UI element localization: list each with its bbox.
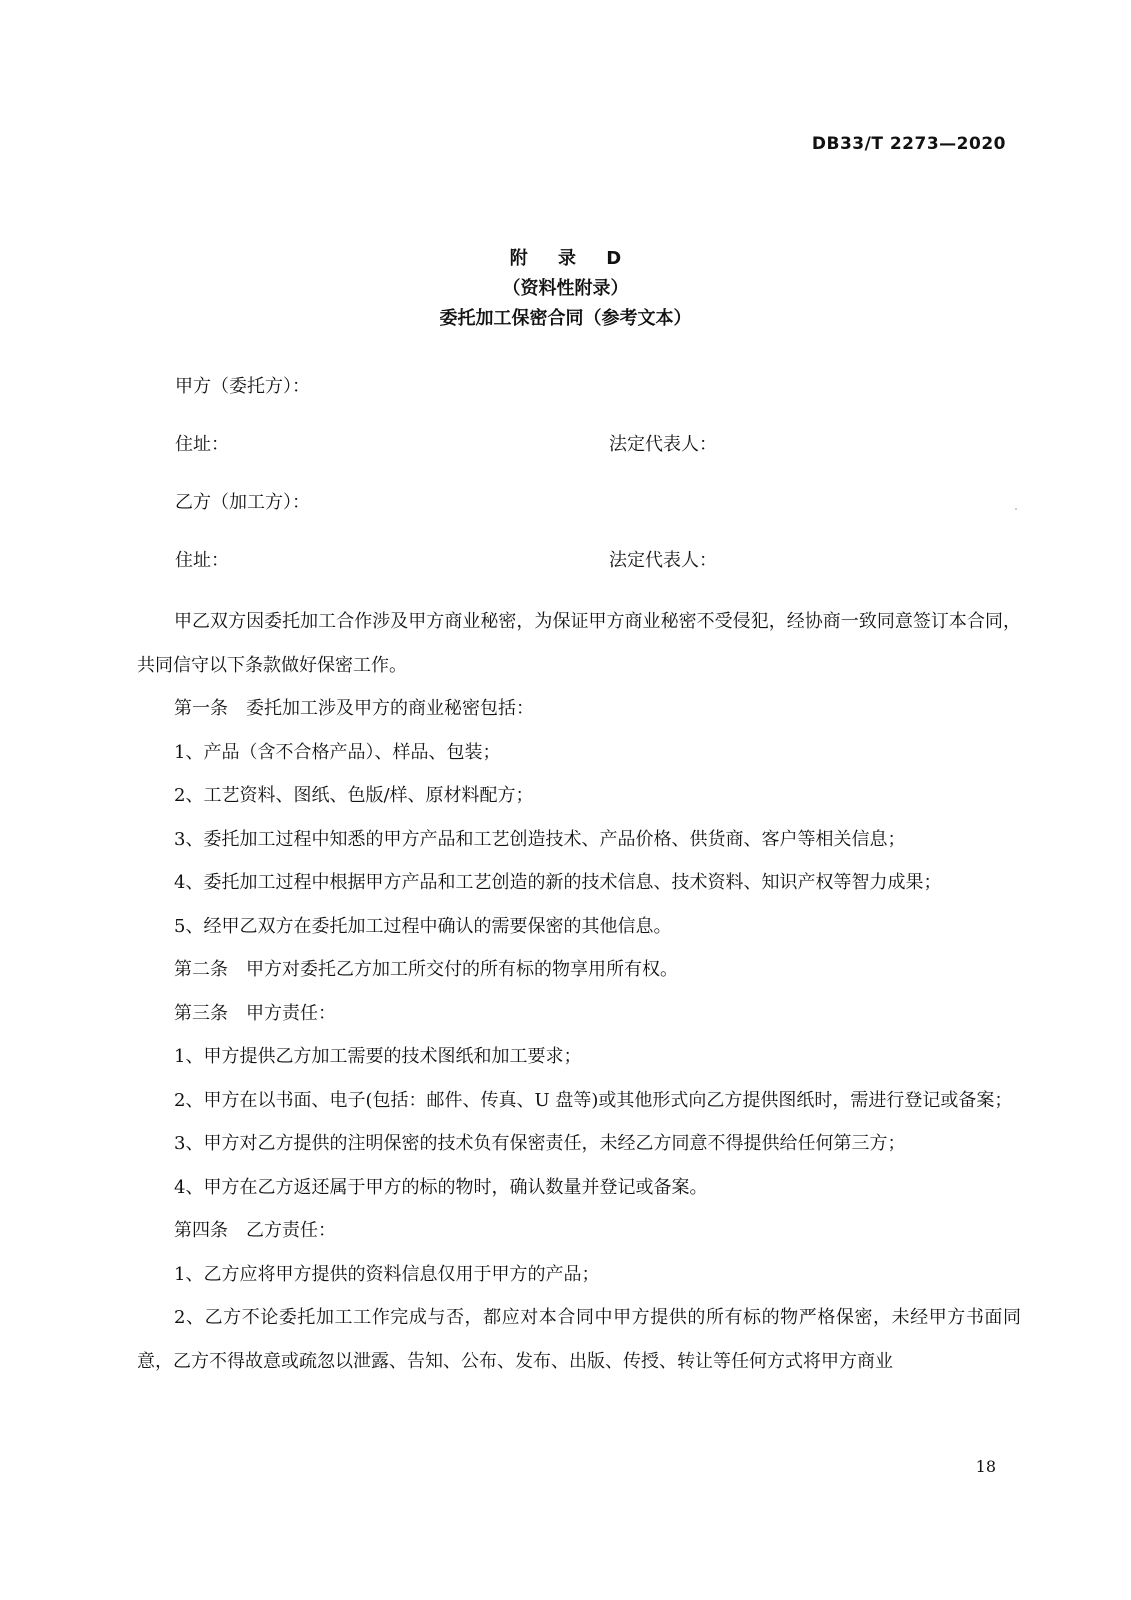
paragraph-article-3: 第三条 甲方责任： [174, 1002, 336, 1024]
contract-title: 委托加工保密合同（参考文本） [439, 308, 692, 329]
paragraph-article-1-item-5: 5、经甲乙双方在委托加工过程中确认的需要保密的其他信息。 [174, 915, 672, 937]
page-number: 18 [975, 1457, 996, 1476]
party-b-label: 乙方（加工方）： [175, 492, 310, 513]
scan-speck [1015, 508, 1017, 510]
paragraph-intro: 甲乙双方因委托加工合作涉及甲方商业秘密，为保证甲方商业秘密不受侵犯，经协商一致同意签订本合同，共同信守以下条款做好保密工作。 [137, 611, 1021, 676]
appendix-type: （资料性附录） [502, 278, 629, 299]
paragraph-article-4-item-2: 2、乙方不论委托加工工作完成与否，都应对本合同中甲方提供的所有标的物严格保密，未经甲方书面同意，乙方不得故意或疏忽以泄露、告知、公布、发布、出版、传授、转让等任何方式将甲方商业 [137, 1307, 1021, 1372]
appendix-heading: 附 录 D [509, 248, 634, 269]
paragraph-article-1-item-2: 2、工艺资料、图纸、色版/样、原材料配方； [174, 785, 534, 806]
paragraph-article-2: 第二条 甲方对委托乙方加工所交付的所有标的物享用所有权。 [174, 959, 678, 980]
party-a-address-label: 住址： [175, 434, 229, 455]
paragraph-article-4-item-1: 1、乙方应将甲方提供的资料信息仅用于甲方的产品； [174, 1263, 600, 1285]
contract-body [137, 600, 1021, 1383]
paragraph-article-3-item-2: 2、甲方在以书面、电子(包括：邮件、传真、U 盘等)或其他形式向乙方提供图纸时，需进行登记或备案； [174, 1089, 1013, 1111]
paragraph-article-1-item-4: 4、委托加工过程中根据甲方产品和工艺创造的新的技术信息、技术资料、知识产权等智力成果； [174, 872, 942, 893]
party-b-address-label: 住址： [175, 550, 229, 571]
paragraph-article-1: 第一条 委托加工涉及甲方的商业秘密包括： [174, 698, 534, 719]
paragraph-article-1-item-1: 1、产品（含不合格产品）、样品、包装； [174, 741, 501, 763]
party-a-label: 甲方（委托方）： [175, 376, 310, 397]
paragraph-article-4: 第四条 乙方责任： [174, 1220, 336, 1241]
party-b-representative-label: 法定代表人： [609, 550, 717, 571]
paragraph-article-1-item-3: 3、委托加工过程中知悉的甲方产品和工艺创造技术、产品价格、供货商、客户等相关信息； [174, 828, 906, 850]
paragraph-article-3-item-3: 3、甲方对乙方提供的注明保密的技术负有保密责任，未经乙方同意不得提供给任何第三方； [174, 1133, 906, 1154]
appendix-title-block [0, 244, 1131, 334]
paragraph-article-3-item-1: 1、甲方提供乙方加工需要的技术图纸和加工要求； [174, 1046, 582, 1067]
paragraph-article-3-item-4: 4、甲方在乙方返还属于甲方的标的物时，确认数量并登记或备案。 [174, 1176, 708, 1198]
party-a-representative-label: 法定代表人： [609, 434, 717, 455]
standard-code: DB33/T 2273—2020 [811, 134, 1006, 154]
